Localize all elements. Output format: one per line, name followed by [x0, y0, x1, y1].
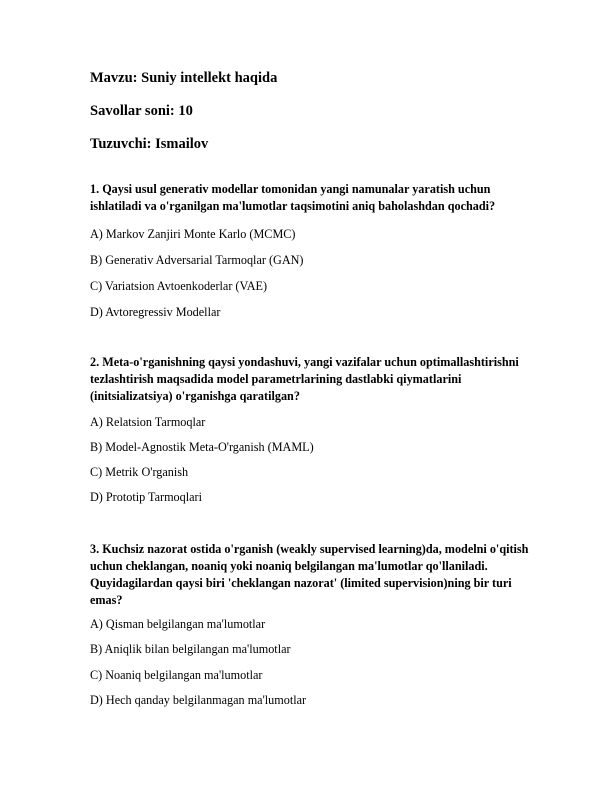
question-3-option-c: C) Noaniq belgilangan ma'lumotlar [90, 668, 263, 682]
question-text-line: uchun cheklangan, noaniq yoki noaniq belgilangan ma'lumotlar qo'llaniladi. [90, 559, 488, 573]
question-3-text [90, 541, 530, 609]
question-2-option-d: D) Prototip Tarmoqlari [90, 490, 202, 504]
question-2-option-b: B) Model-Agnostik Meta-O'rganish (MAML) [90, 440, 314, 454]
question-1-text [90, 181, 530, 215]
topic-heading: Mavzu: Suniy intellekt haqida [90, 70, 278, 86]
author-line: Tuzuvchi: Ismailov [90, 136, 209, 152]
question-1-option-b: B) Generativ Adversarial Tarmoqlar (GAN) [90, 253, 304, 267]
question-text-line: 2. Meta-o'rganishning qaysi yondashuvi, yangi vazifalar uchun optimallashtirishni [90, 355, 519, 369]
question-2-option-c: C) Metrik O'rganish [90, 465, 189, 479]
question-1-option-a: A) Markov Zanjiri Monte Karlo (MCMC) [90, 227, 296, 241]
question-count: Savollar soni: 10 [90, 103, 193, 119]
question-3-option-b: B) Aniqlik bilan belgilangan ma'lumotlar [90, 642, 291, 656]
question-text-line: (initsializatsiya) o'rganishga qaratilgan? [90, 389, 300, 403]
question-3-option-a: A) Qisman belgilangan ma'lumotlar [90, 617, 266, 631]
question-1-option-c: C) Variatsion Avtoenkoderlar (VAE) [90, 279, 268, 293]
question-text-line: 1. Qaysi usul generativ modellar tomonidan yangi namunalar yaratish uchun [90, 182, 491, 196]
question-text-line: tezlashtirish maqsadida model parametrlarining dastlabki qiymatlarini [90, 372, 462, 386]
question-1-option-d: D) Avtoregressiv Modellar [90, 305, 221, 319]
question-text-line: emas? [90, 593, 123, 607]
question-text-line: Quyidagilardan qaysi biri 'cheklangan nazorat' (limited supervision)ning bir turi [90, 576, 512, 590]
question-2-option-a: A) Relatsion Tarmoqlar [90, 415, 206, 429]
question-3-option-d: D) Hech qanday belgilanmagan ma'lumotlar [90, 693, 307, 707]
question-2-text [90, 354, 530, 405]
question-text-line: 3. Kuchsiz nazorat ostida o'rganish (weakly supervised learning)da, modelni o'qitish [90, 542, 529, 556]
question-text-line: ishlatiladi va o'rganilgan ma'lumotlar taqsimotini aniq baholashdan qochadi? [90, 199, 496, 213]
